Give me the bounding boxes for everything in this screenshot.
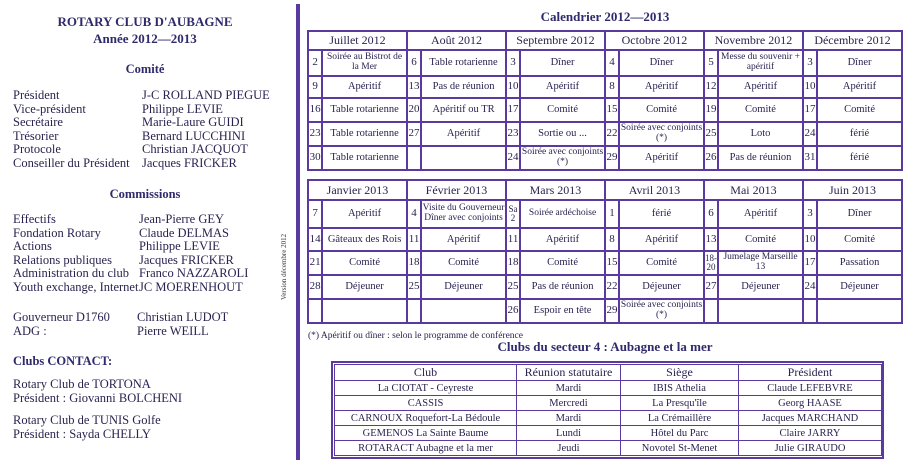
comite-title: Comité — [125, 62, 165, 76]
clubs-cell: Claire JARRY — [739, 426, 882, 441]
clubs-cell: GEMENOS La Sainte Baume — [335, 426, 517, 441]
event-cell: Apéritif — [718, 76, 803, 98]
event-cell: Comité — [619, 98, 704, 122]
event-cell: Soirée avec conjoints (*) — [520, 146, 605, 170]
clubs-title: Clubs du secteur 4 : Aubagne et la mer — [497, 339, 713, 354]
day-number: 17 — [506, 98, 520, 122]
month-header: Juin 2013 — [803, 180, 902, 200]
comite-name: Bernard LUCCHINI — [142, 128, 246, 143]
day-number: 8 — [605, 228, 619, 251]
clubs-cell: ROTARACT Aubagne et la mer — [335, 441, 517, 456]
club-year: Année 2012—2013 — [93, 31, 197, 46]
comite-role: Trésorier — [13, 128, 59, 143]
event-cell: Table rotarienne — [322, 122, 407, 146]
event-cell: férié — [619, 200, 704, 228]
commissions-name: Jacques FRICKER — [139, 252, 234, 267]
comite-role: Conseiller du Président — [13, 155, 130, 170]
comite-name: Marie-Laure GUIDI — [142, 115, 244, 129]
clubs-cell: IBIS Athelia — [621, 381, 739, 396]
commissions-name: Jean-Pierre GEY — [139, 212, 225, 226]
month-header: Avril 2013 — [605, 180, 704, 200]
day-number — [704, 299, 718, 323]
day-number — [407, 299, 421, 323]
day-number: 25 — [506, 275, 520, 299]
clubs-cell: Claude LEFEBVRE — [739, 381, 882, 396]
clubs-cell: Mercredi — [517, 396, 621, 411]
event-cell: Jumelage Marseille 13 — [718, 251, 803, 275]
event-cell: Soirée ardéchoise — [520, 200, 605, 228]
month-header: Juillet 2012 — [308, 31, 407, 50]
table-row — [335, 426, 882, 441]
event-cell — [322, 299, 407, 323]
event-cell: Visite du Gouverneur Dîner avec conjoints — [421, 200, 506, 228]
event-cell: Déjeuner — [817, 275, 902, 299]
contact-title: Clubs CONTACT: — [13, 354, 113, 368]
calendar-2013 — [307, 179, 903, 324]
divider-line — [296, 4, 300, 460]
day-number — [308, 299, 322, 323]
event-cell: Gâteaux des Rois — [322, 228, 407, 251]
clubs-cell: Novotel St-Menet — [621, 441, 739, 456]
event-cell: Table rotarienne — [322, 146, 407, 170]
commissions-name: JC MOERENHOUT — [139, 279, 243, 294]
day-number: 18 — [407, 251, 421, 275]
event-cell: Dîner — [817, 200, 902, 228]
comite-name: Philippe LEVIE — [142, 101, 223, 116]
table-row — [335, 396, 882, 411]
event-cell: Déjeuner — [718, 275, 803, 299]
clubs-cell: Georg HAASE — [739, 396, 882, 411]
day-number: 30 — [308, 146, 322, 170]
day-number: 24 — [803, 122, 817, 146]
month-header: Février 2013 — [407, 180, 506, 200]
day-number: 8 — [605, 76, 619, 98]
contact2-club: Rotary Club de TUNIS Golfe — [13, 413, 161, 427]
event-cell: Apéritif — [421, 228, 506, 251]
day-number: 3 — [803, 50, 817, 76]
adg-role: ADG : — [13, 324, 47, 338]
day-number: 23 — [506, 122, 520, 146]
clubs-header: Président — [739, 365, 882, 381]
day-number: 25 — [407, 275, 421, 299]
event-cell: Comité — [817, 98, 902, 122]
commissions-role: Effectifs — [13, 212, 56, 226]
event-cell: Déjeuner — [421, 275, 506, 299]
clubs-cell: Julie GIRAUDO — [739, 441, 882, 456]
event-cell: Comité — [718, 228, 803, 251]
day-number: 13 — [407, 76, 421, 98]
event-cell: Apéritif — [421, 122, 506, 146]
event-cell: Apéritif — [619, 146, 704, 170]
event-cell — [421, 146, 506, 170]
day-number: 6 — [407, 50, 421, 76]
month-header: Décembre 2012 — [803, 31, 902, 50]
event-cell: férié — [817, 146, 902, 170]
event-cell: Dîner — [520, 50, 605, 76]
event-cell: Pas de réunion — [718, 146, 803, 170]
event-cell: Comité — [817, 228, 902, 251]
clubs-cell: Mardi — [517, 381, 621, 396]
day-number: 10 — [803, 76, 817, 98]
clubs-cell: CARNOUX Roquefort-La Bédoule — [335, 411, 517, 426]
day-number: 21 — [308, 251, 322, 275]
event-cell: Apéritif ou TR — [421, 98, 506, 122]
day-number: 10 — [506, 76, 520, 98]
clubs-cell: Hôtel du Parc — [621, 426, 739, 441]
month-header: Mai 2013 — [704, 180, 803, 200]
event-cell: Apéritif — [619, 228, 704, 251]
clubs-header: Club — [335, 365, 517, 381]
event-cell: Comité — [520, 251, 605, 275]
event-cell: Comité — [322, 251, 407, 275]
clubs-cell: La CIOTAT - Ceyreste — [335, 381, 517, 396]
comite-role: Vice-président — [13, 101, 86, 116]
month-header: Octobre 2012 — [605, 31, 704, 50]
event-cell: Sortie ou ... — [520, 122, 605, 146]
adg-name: Pierre WEILL — [137, 324, 209, 338]
version-label: Version décembre 2012 — [280, 233, 288, 300]
day-number: 18 — [506, 251, 520, 275]
table-row — [335, 441, 882, 456]
day-number: 9 — [308, 76, 322, 98]
event-cell: Apéritif — [520, 228, 605, 251]
clubs-cell: La Presqu'île — [621, 396, 739, 411]
event-cell: Espoir en tête — [520, 299, 605, 323]
commissions-role: Relations publiques — [13, 252, 112, 267]
day-number: 3 — [803, 200, 817, 228]
table-row — [335, 381, 882, 396]
event-cell — [817, 299, 902, 323]
event-cell: Passation — [817, 251, 902, 275]
day-number: 28 — [308, 275, 322, 299]
clubs-cell: CASSIS — [335, 396, 517, 411]
day-number: 26 — [506, 299, 520, 323]
day-number: 7 — [308, 200, 322, 228]
clubs-cell: Jacques MARCHAND — [739, 411, 882, 426]
comite-role: Président — [13, 88, 60, 102]
event-cell: Table rotarienne — [421, 50, 506, 76]
event-cell: Apéritif — [718, 200, 803, 228]
month-header: Mars 2013 — [506, 180, 605, 200]
event-cell — [421, 299, 506, 323]
event-cell: Pas de réunion — [520, 275, 605, 299]
event-cell: Soirée avec conjoints (*) — [619, 122, 704, 146]
comite-name: Christian JACQUOT — [142, 142, 248, 156]
clubs-header: Réunion statutaire — [517, 365, 621, 381]
day-number — [803, 299, 817, 323]
left-panel — [0, 0, 290, 476]
event-cell: Comité — [619, 251, 704, 275]
event-cell: Apéritif — [619, 76, 704, 98]
day-number: 1 — [605, 200, 619, 228]
day-number: 10 — [803, 228, 817, 251]
event-cell: Apéritif — [322, 76, 407, 98]
day-number: 31 — [803, 146, 817, 170]
day-number: 4 — [407, 200, 421, 228]
day-number: 20 — [407, 98, 421, 122]
gouverneur-role: Gouverneur D1760 — [13, 310, 110, 324]
month-header: Août 2012 — [407, 31, 506, 50]
event-cell: Dîner — [817, 50, 902, 76]
day-number: 22 — [605, 275, 619, 299]
contact1-club: Rotary Club de TORTONA — [13, 377, 151, 391]
day-number: 23 — [308, 122, 322, 146]
day-number: 5 — [704, 50, 718, 76]
day-number: 27 — [407, 122, 421, 146]
day-number: 29 — [605, 146, 619, 170]
event-cell: Table rotarienne — [322, 98, 407, 122]
commissions-name: Franco NAZZAROLI — [139, 266, 249, 280]
day-number: 13 — [704, 228, 718, 251]
comite-role: Secrétaire — [13, 115, 63, 129]
clubs-cell: Jeudi — [517, 441, 621, 456]
calendar-title: Calendrier 2012—2013 — [540, 9, 670, 24]
commissions-name: Philippe LEVIE — [139, 239, 220, 253]
commissions-role: Administration du club — [13, 266, 129, 280]
day-number: 15 — [605, 251, 619, 275]
day-number: 11 — [506, 228, 520, 251]
day-number: 4 — [605, 50, 619, 76]
event-cell: férié — [817, 122, 902, 146]
event-cell: Pas de réunion — [421, 76, 506, 98]
month-header: Novembre 2012 — [704, 31, 803, 50]
day-number: Sa 2 — [506, 200, 520, 228]
day-number: 16 — [308, 98, 322, 122]
month-header: Janvier 2013 — [308, 180, 407, 200]
day-number: 25 — [704, 122, 718, 146]
event-cell: Messe du souvenir + apéritif — [718, 50, 803, 76]
comite-name: Jacques FRICKER — [142, 155, 237, 170]
day-number: 15 — [605, 98, 619, 122]
day-number: 27 — [704, 275, 718, 299]
clubs-header: Siège — [621, 365, 739, 381]
comite-name: J-C ROLLAND PIEGUE — [142, 88, 270, 102]
event-cell — [718, 299, 803, 323]
day-number: 24 — [506, 146, 520, 170]
day-number: 19 — [704, 98, 718, 122]
gouverneur-name: Christian LUDOT — [137, 310, 229, 324]
event-cell: Loto — [718, 122, 803, 146]
clubs-cell: La Crémaillère — [621, 411, 739, 426]
day-number: 14 — [308, 228, 322, 251]
day-number: 26 — [704, 146, 718, 170]
event-cell: Comité — [718, 98, 803, 122]
event-cell: Soirée au Bistrot de la Mer — [322, 50, 407, 76]
day-number: 18-20 — [704, 251, 718, 275]
clubs-cell: Mardi — [517, 411, 621, 426]
calendar-2012 — [307, 30, 903, 171]
comite-role: Protocole — [13, 142, 61, 156]
day-number — [407, 146, 421, 170]
clubs-cell: Lundi — [517, 426, 621, 441]
day-number: 17 — [803, 98, 817, 122]
calendar-note: (*) Apéritif ou dîner : selon le programme de conférence — [308, 331, 523, 341]
commissions-title: Commissions — [109, 187, 181, 201]
day-number: 6 — [704, 200, 718, 228]
event-cell: Comité — [520, 98, 605, 122]
event-cell: Apéritif — [520, 76, 605, 98]
day-number: 11 — [407, 228, 421, 251]
day-number: 29 — [605, 299, 619, 323]
month-header: Septembre 2012 — [506, 31, 605, 50]
day-number: 22 — [605, 122, 619, 146]
day-number: 2 — [308, 50, 322, 76]
commissions-name: Claude DELMAS — [139, 225, 229, 240]
commissions-role: Youth exchange, Internet — [13, 279, 139, 294]
event-cell: Dîner — [619, 50, 704, 76]
contact1-president: Président : Giovanni BOLCHENI — [13, 391, 183, 405]
event-cell: Soirée avec conjoints (*) — [619, 299, 704, 323]
day-number: 3 — [506, 50, 520, 76]
event-cell: Déjeuner — [619, 275, 704, 299]
event-cell: Apéritif — [322, 200, 407, 228]
event-cell: Comité — [421, 251, 506, 275]
commissions-role: Actions — [13, 239, 52, 253]
commissions-role: Fondation Rotary — [13, 225, 101, 240]
event-cell: Apéritif — [817, 76, 902, 98]
contact2-president: Président : Sayda CHELLY — [13, 427, 151, 441]
clubs-table — [334, 364, 882, 456]
day-number: 17 — [803, 251, 817, 275]
day-number: 24 — [803, 275, 817, 299]
event-cell: Déjeuner — [322, 275, 407, 299]
table-row — [335, 411, 882, 426]
club-title: ROTARY CLUB D'AUBAGNE — [57, 14, 233, 29]
day-number: 12 — [704, 76, 718, 98]
